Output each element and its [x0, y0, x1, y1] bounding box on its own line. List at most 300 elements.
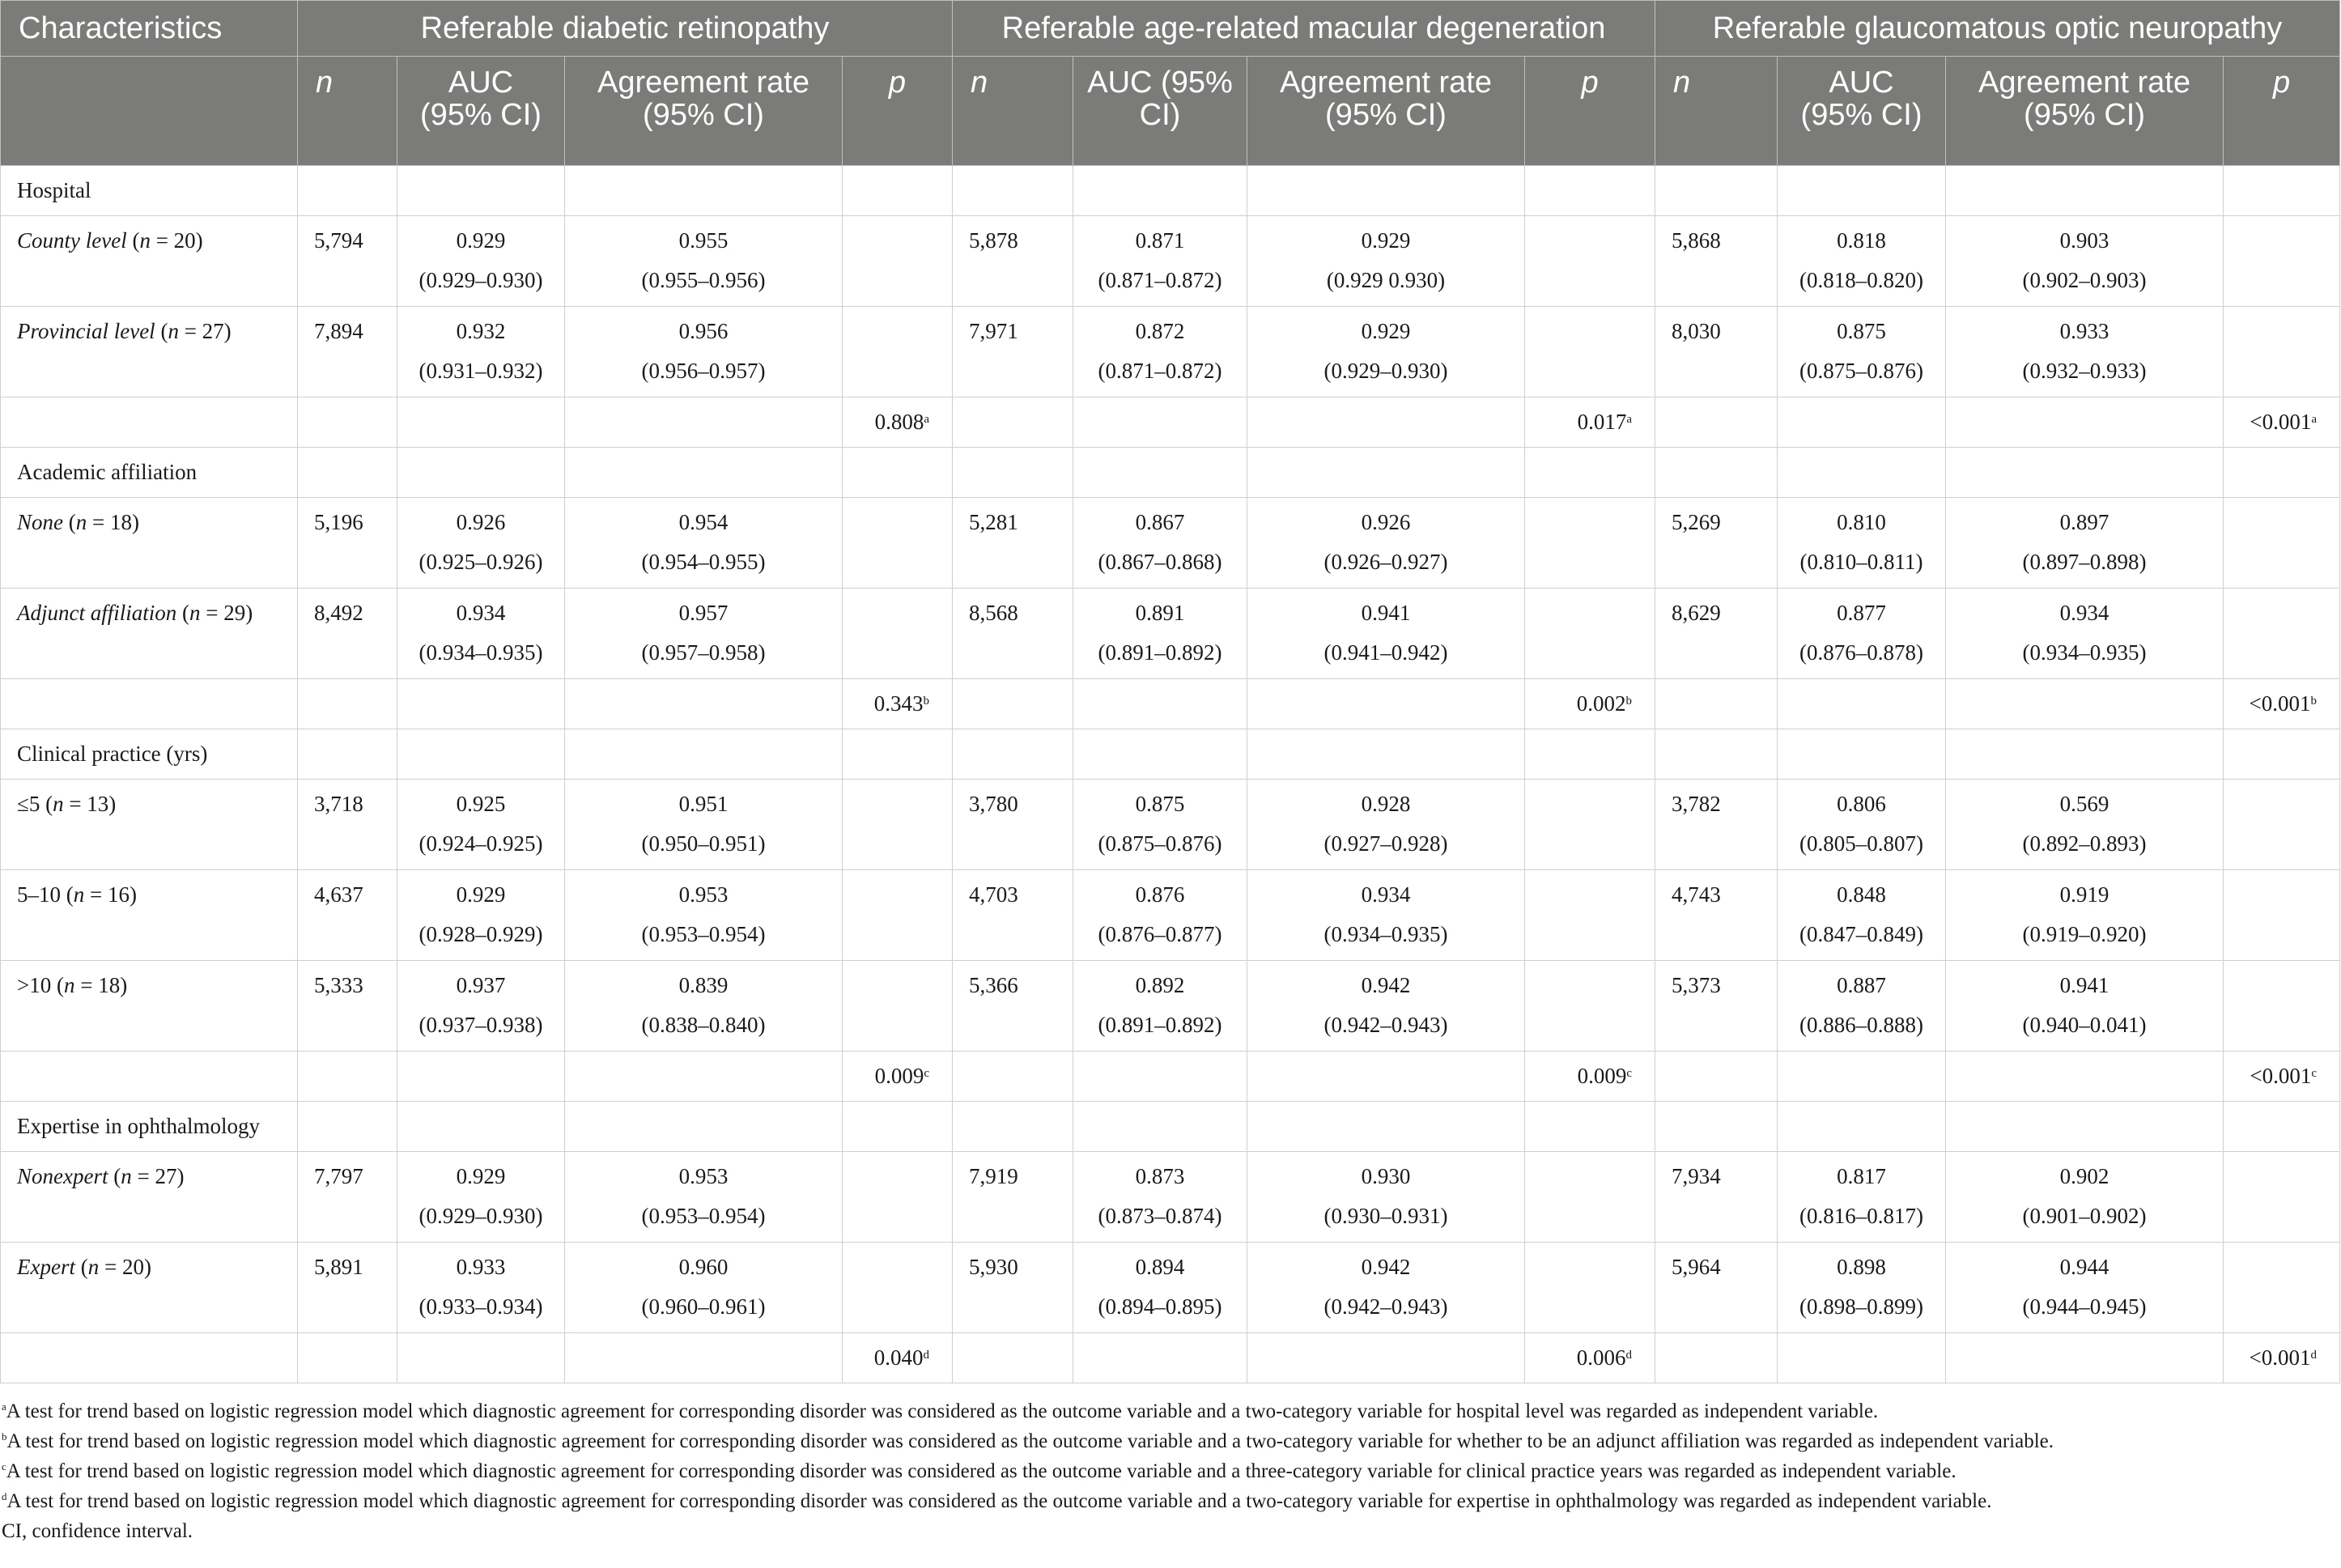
agreement-ci: (0.926–0.927) [1323, 550, 1448, 574]
empty-cell [397, 397, 565, 448]
footnote [0, 1486, 2341, 1516]
agreement-value: 0.934 [2059, 601, 2109, 625]
row-label-main: ≤5 [17, 792, 40, 816]
agreement-cell [565, 1152, 843, 1243]
empty-cell [565, 679, 843, 729]
header-auc-line1: AUC [448, 66, 514, 100]
row-label-count: = 29) [200, 601, 253, 625]
empty-cell [1778, 1102, 1946, 1152]
p-cell-empty [1525, 498, 1655, 589]
p-cell-empty [2224, 589, 2340, 679]
agreement-cell [565, 307, 843, 397]
auc-ci: (0.891–0.892) [1098, 640, 1222, 665]
header-auc-line1: AUC (95% [1087, 66, 1233, 100]
empty-cell [843, 448, 953, 498]
row-label-open: ( [51, 973, 64, 997]
auc-ci: (0.847–0.849) [1799, 922, 1923, 946]
empty-cell [1073, 397, 1247, 448]
empty-cell [1655, 166, 1778, 216]
empty-cell [298, 1333, 397, 1383]
empty-cell [1, 397, 298, 448]
agreement-ci: (0.940–0.041) [2022, 1013, 2147, 1037]
header-n: n [298, 57, 397, 166]
row-label-open: ( [74, 1255, 88, 1279]
auc-cell [1073, 961, 1247, 1052]
section-header-row [1, 1102, 2340, 1152]
empty-cell [298, 1102, 397, 1152]
auc-value: 0.876 [1135, 882, 1185, 907]
section-header-row [1, 166, 2340, 216]
empty-cell [843, 166, 953, 216]
header-agreement-line1: Agreement rate [597, 66, 809, 100]
auc-ci: (0.816–0.817) [1799, 1204, 1923, 1228]
row-label-open: ( [176, 601, 189, 625]
header-row-groups [1, 1, 2340, 57]
empty-cell [1946, 448, 2224, 498]
header-n: n [1655, 57, 1778, 166]
empty-cell [565, 448, 843, 498]
p-value: <0.001 [2249, 691, 2311, 716]
p-value-cell [1525, 1333, 1655, 1383]
agreement-cell [1946, 498, 2224, 589]
empty-cell [298, 448, 397, 498]
empty-cell [953, 1102, 1073, 1152]
auc-cell [1073, 1152, 1247, 1243]
auc-value: 0.887 [1837, 973, 1886, 997]
empty-cell [397, 166, 565, 216]
empty-cell [1247, 1102, 1525, 1152]
agreement-cell [1247, 870, 1525, 961]
agreement-cell [565, 589, 843, 679]
agreement-value: 0.941 [2059, 973, 2109, 997]
agreement-value: 0.955 [678, 228, 729, 253]
auc-ci: (0.925–0.926) [418, 550, 543, 574]
auc-ci: (0.933–0.934) [418, 1294, 543, 1319]
section-title: Expertise in ophthalmology [1, 1102, 298, 1152]
auc-cell [397, 1152, 565, 1243]
auc-ci: (0.805–0.807) [1799, 831, 1923, 856]
auc-ci: (0.818–0.820) [1799, 268, 1923, 292]
empty-cell [1, 679, 298, 729]
empty-cell [1778, 1052, 1946, 1102]
agreement-value: 0.942 [1361, 1255, 1411, 1279]
table-row [1, 1243, 2340, 1333]
row-label-main: 5–10 [17, 882, 61, 907]
n-cell: 8,629 [1655, 589, 1778, 679]
empty-cell [953, 166, 1073, 216]
p-value-footnote-mark: b [923, 695, 929, 708]
p-cell-empty [843, 498, 953, 589]
footnote-text: A test for trend based on logistic regression model which diagnostic agreement for corresponding disorder was considered as the outcome variable and a two-category variable for expertise in ophthalmology was regarded as independent variable. [6, 1490, 1992, 1512]
section-title: Hospital [1, 166, 298, 216]
row-label-count: = 27) [178, 319, 232, 343]
empty-cell [565, 729, 843, 780]
auc-value: 0.872 [1135, 319, 1185, 343]
auc-ci: (0.929–0.930) [418, 268, 543, 292]
n-cell: 4,637 [298, 870, 397, 961]
header-agreement [565, 57, 843, 166]
auc-ci: (0.894–0.895) [1098, 1294, 1222, 1319]
auc-cell [397, 307, 565, 397]
n-cell: 5,878 [953, 216, 1073, 307]
row-label [1, 216, 298, 307]
empty-cell [1247, 166, 1525, 216]
agreement-ci: (0.953–0.954) [641, 922, 766, 946]
n-cell: 8,568 [953, 589, 1073, 679]
table-row [1, 589, 2340, 679]
agreement-ci: (0.930–0.931) [1323, 1204, 1448, 1228]
agreement-value: 0.903 [2059, 228, 2109, 253]
row-label-count: = 18) [74, 973, 128, 997]
empty-cell [298, 1052, 397, 1102]
agreement-cell [1946, 870, 2224, 961]
auc-value: 0.929 [456, 228, 506, 253]
empty-cell [397, 729, 565, 780]
n-cell: 3,780 [953, 780, 1073, 870]
footnote-mark: a [2, 1400, 6, 1413]
empty-cell [565, 166, 843, 216]
auc-value: 0.871 [1135, 228, 1185, 253]
n-cell: 5,868 [1655, 216, 1778, 307]
n-cell: 3,782 [1655, 780, 1778, 870]
auc-value: 0.934 [456, 601, 506, 625]
agreement-cell [1946, 961, 2224, 1052]
row-label-main: >10 [17, 973, 52, 997]
auc-cell [397, 961, 565, 1052]
agreement-value: 0.956 [678, 319, 729, 343]
n-cell: 5,269 [1655, 498, 1778, 589]
row-label-count: = 27) [131, 1164, 185, 1188]
empty-cell [565, 1052, 843, 1102]
auc-cell [1073, 1243, 1247, 1333]
empty-cell [1073, 1052, 1247, 1102]
row-label-n: n [53, 792, 64, 816]
table-row [1, 870, 2340, 961]
auc-cell [397, 589, 565, 679]
row-label-open: ( [108, 1164, 121, 1188]
empty-cell [843, 1102, 953, 1152]
agreement-value: 0.934 [1361, 882, 1411, 907]
auc-cell [1778, 589, 1946, 679]
agreement-value: 0.942 [1361, 973, 1411, 997]
empty-cell [1525, 1102, 1655, 1152]
p-value: <0.001 [2249, 1345, 2311, 1370]
row-label-open: ( [155, 319, 168, 343]
agreement-cell [1946, 1152, 2224, 1243]
header-agreement-line2: (95% CI) [2024, 98, 2145, 132]
auc-cell [397, 1243, 565, 1333]
auc-value: 0.932 [456, 319, 506, 343]
empty-cell [953, 1333, 1073, 1383]
n-cell: 7,934 [1655, 1152, 1778, 1243]
auc-value: 0.894 [1135, 1255, 1185, 1279]
agreement-ci: (0.934–0.935) [1323, 922, 1448, 946]
empty-cell [1778, 397, 1946, 448]
agreement-ci: (0.927–0.928) [1323, 831, 1448, 856]
empty-cell [1525, 166, 1655, 216]
agreement-cell [1946, 1243, 2224, 1333]
empty-cell [298, 679, 397, 729]
auc-value: 0.848 [1837, 882, 1886, 907]
agreement-ci: (0.955–0.956) [641, 268, 766, 292]
agreement-value: 0.897 [2059, 510, 2109, 534]
p-value-footnote-mark: c [924, 1067, 929, 1080]
empty-cell [1778, 679, 1946, 729]
header-p: p [1525, 57, 1655, 166]
p-value-footnote-mark: b [2310, 695, 2318, 708]
agreement-cell [1247, 498, 1525, 589]
row-label-main: Provincial level [17, 319, 155, 343]
agreement-ci: (0.929–0.930) [1323, 359, 1448, 383]
auc-value: 0.877 [1837, 601, 1886, 625]
empty-cell [953, 679, 1073, 729]
p-value: 0.009 [1577, 1064, 1627, 1088]
p-value: 0.002 [1576, 691, 1626, 716]
footnote [0, 1426, 2341, 1456]
empty-cell [1073, 1102, 1247, 1152]
agreement-cell [1247, 216, 1525, 307]
auc-cell [1073, 780, 1247, 870]
p-cell-empty [2224, 1243, 2340, 1333]
auc-cell [397, 870, 565, 961]
row-label-n: n [189, 601, 201, 625]
row-label-main: Nonexpert [17, 1164, 108, 1188]
header-agreement [1946, 57, 2224, 166]
auc-value: 0.818 [1837, 228, 1886, 253]
p-cell-empty [1525, 1243, 1655, 1333]
p-value-cell [843, 1333, 953, 1383]
header-auc [1073, 57, 1247, 166]
p-value-cell [1525, 1052, 1655, 1102]
p-value: <0.001 [2250, 410, 2312, 434]
empty-cell [298, 166, 397, 216]
empty-cell [298, 729, 397, 780]
section-header-row [1, 448, 2340, 498]
p-value-cell [2224, 397, 2340, 448]
agreement-cell [1247, 589, 1525, 679]
footnotes [0, 1396, 2341, 1546]
header-p: p [2224, 57, 2340, 166]
empty-cell [1655, 1052, 1778, 1102]
n-cell: 4,703 [953, 870, 1073, 961]
empty-cell [1525, 448, 1655, 498]
auc-cell [1778, 1243, 1946, 1333]
agreement-ci: (0.902–0.903) [2022, 268, 2147, 292]
agreement-cell [1247, 1152, 1525, 1243]
table-row [1, 961, 2340, 1052]
row-label-main: None [17, 510, 63, 534]
agreement-ci: (0.960–0.961) [641, 1294, 766, 1319]
auc-cell [1073, 307, 1247, 397]
header-auc-line2: (95% CI) [1800, 98, 1923, 132]
p-value-cell [843, 679, 953, 729]
auc-ci: (0.929–0.930) [418, 1204, 543, 1228]
empty-cell [1655, 729, 1778, 780]
p-cell-empty [843, 870, 953, 961]
agreement-value: 0.957 [678, 601, 729, 625]
agreement-ci: (0.942–0.943) [1323, 1013, 1448, 1037]
p-value-cell [2224, 1333, 2340, 1383]
row-label-n: n [63, 973, 75, 997]
empty-cell [1655, 679, 1778, 729]
p-value-footnote-mark: d [2310, 1349, 2318, 1362]
row-label-count: = 13) [63, 792, 117, 816]
p-cell-empty [1525, 1152, 1655, 1243]
row-label [1, 1243, 298, 1333]
row-label-count: = 20) [99, 1255, 151, 1279]
auc-ci: (0.937–0.938) [418, 1013, 543, 1037]
p-cell-empty [843, 780, 953, 870]
empty-cell [1655, 448, 1778, 498]
empty-cell [397, 679, 565, 729]
empty-cell [953, 397, 1073, 448]
empty-cell [1778, 729, 1946, 780]
empty-cell [565, 1333, 843, 1383]
agreement-ci: (0.919–0.920) [2022, 922, 2147, 946]
p-value-footnote-mark: b [1625, 695, 1633, 708]
auc-cell [397, 780, 565, 870]
table-row [1, 307, 2340, 397]
row-label-n: n [75, 510, 87, 534]
auc-value: 0.891 [1135, 601, 1185, 625]
p-cell-empty [843, 1243, 953, 1333]
agreement-ci: (0.838–0.840) [641, 1013, 766, 1037]
row-label-main: Expert [17, 1255, 75, 1279]
agreement-cell [1247, 307, 1525, 397]
agreement-value: 0.933 [2059, 319, 2109, 343]
p-cell-empty [2224, 216, 2340, 307]
empty-cell [1946, 729, 2224, 780]
auc-cell [397, 216, 565, 307]
agreement-cell [1946, 307, 2224, 397]
auc-cell [1073, 498, 1247, 589]
empty-cell [1525, 729, 1655, 780]
row-label-n: n [121, 1164, 132, 1188]
header-group-dr: Referable diabetic retinopathy [298, 1, 953, 57]
p-cell-empty [1525, 307, 1655, 397]
agreement-value: 0.928 [1361, 792, 1411, 816]
empty-cell [1655, 1102, 1778, 1152]
p-value-cell [2224, 679, 2340, 729]
p-value-row [1, 1052, 2340, 1102]
footnote [0, 1516, 2341, 1546]
n-cell: 8,492 [298, 589, 397, 679]
p-value: 0.017 [1577, 410, 1627, 434]
row-label-open: ( [126, 228, 140, 253]
auc-cell [1073, 589, 1247, 679]
row-label-open: ( [40, 792, 53, 816]
agreement-ci: (0.941–0.942) [1323, 640, 1448, 665]
agreement-cell [1247, 1243, 1525, 1333]
empty-cell [953, 1052, 1073, 1102]
empty-cell [1778, 1333, 1946, 1383]
table-row [1, 498, 2340, 589]
empty-cell [1073, 679, 1247, 729]
empty-cell [1946, 679, 2224, 729]
p-value-cell [2224, 1052, 2340, 1102]
empty-cell [1778, 166, 1946, 216]
footnote [0, 1456, 2341, 1486]
agreement-ci: (0.901–0.902) [2022, 1204, 2147, 1228]
n-cell: 4,743 [1655, 870, 1778, 961]
empty-cell [2224, 166, 2340, 216]
n-cell: 3,718 [298, 780, 397, 870]
row-label [1, 589, 298, 679]
empty-cell [2224, 1102, 2340, 1152]
header-empty [1, 57, 298, 166]
footnote-text: A test for trend based on logistic regression model which diagnostic agreement for corresponding disorder was considered as the outcome variable and a two-category variable for hospital level was regarded as independent variable. [6, 1400, 1879, 1422]
p-cell-empty [2224, 1152, 2340, 1243]
header-auc-line2: (95% CI) [420, 98, 542, 132]
n-cell: 7,894 [298, 307, 397, 397]
auc-cell [1778, 307, 1946, 397]
p-value-cell [843, 397, 953, 448]
auc-ci: (0.876–0.877) [1098, 922, 1222, 946]
row-label [1, 870, 298, 961]
row-label-n: n [73, 882, 85, 907]
auc-value: 0.933 [456, 1255, 506, 1279]
empty-cell [1247, 1333, 1525, 1383]
row-label [1, 1152, 298, 1243]
auc-cell [397, 498, 565, 589]
n-cell: 7,797 [298, 1152, 397, 1243]
auc-ci: (0.875–0.876) [1799, 359, 1923, 383]
p-value-footnote-mark: a [924, 413, 929, 426]
p-value-cell [843, 1052, 953, 1102]
empty-cell [1946, 1052, 2224, 1102]
p-cell-empty [843, 1152, 953, 1243]
empty-cell [953, 448, 1073, 498]
n-cell: 7,971 [953, 307, 1073, 397]
empty-cell [1247, 1052, 1525, 1102]
agreement-cell [565, 498, 843, 589]
agreement-value: 0.839 [678, 973, 729, 997]
auc-value: 0.817 [1837, 1164, 1886, 1188]
n-cell: 5,281 [953, 498, 1073, 589]
header-auc [397, 57, 565, 166]
agreement-cell [1946, 589, 2224, 679]
n-cell: 5,930 [953, 1243, 1073, 1333]
row-label [1, 498, 298, 589]
agreement-value: 0.941 [1361, 601, 1411, 625]
row-label [1, 780, 298, 870]
p-value: 0.006 [1576, 1345, 1626, 1370]
auc-value: 0.929 [456, 882, 506, 907]
header-p: p [843, 57, 953, 166]
agreement-value: 0.569 [2059, 792, 2109, 816]
agreement-ci: (0.929 0.930) [1326, 268, 1446, 292]
header-group-amd: Referable age-related macular degeneration [953, 1, 1655, 57]
row-label-n: n [168, 319, 179, 343]
table-row [1, 216, 2340, 307]
agreement-ci: (0.932–0.933) [2022, 359, 2147, 383]
auc-value: 0.875 [1135, 792, 1185, 816]
empty-cell [1073, 166, 1247, 216]
p-value: 0.009 [874, 1064, 924, 1088]
agreement-value: 0.930 [1361, 1164, 1411, 1188]
p-value-footnote-mark: d [923, 1349, 929, 1362]
header-agreement-line2: (95% CI) [643, 98, 764, 132]
p-value-cell [1525, 679, 1655, 729]
p-value-footnote-mark: c [2311, 1067, 2318, 1080]
footnote-mark: c [2, 1460, 6, 1472]
agreement-value: 0.929 [1361, 319, 1411, 343]
empty-cell [1946, 166, 2224, 216]
empty-cell [565, 397, 843, 448]
agreement-ci: (0.897–0.898) [2022, 550, 2147, 574]
auc-cell [1778, 870, 1946, 961]
auc-value: 0.875 [1837, 319, 1886, 343]
